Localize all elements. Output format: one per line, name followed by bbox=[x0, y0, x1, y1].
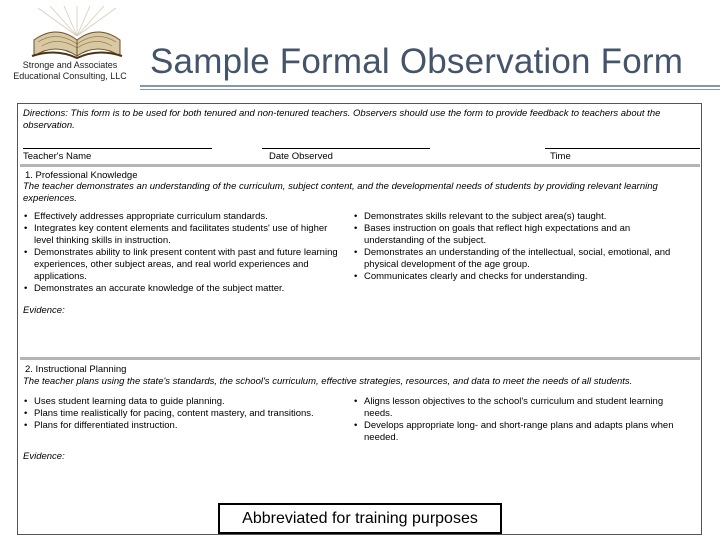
list-item: • Aligns lesson objectives to the school's curriculum and student learning needs. bbox=[354, 396, 664, 419]
time-line[interactable] bbox=[545, 148, 700, 149]
time-label: Time bbox=[550, 151, 571, 162]
section-heading-instructional-planning: 2. Instructional Planning bbox=[25, 364, 127, 375]
section-heading-professional-knowledge: 1. Professional Knowledge bbox=[25, 170, 138, 181]
section-divider bbox=[20, 357, 700, 360]
teacher-name-label: Teacher's Name bbox=[23, 151, 92, 162]
form-border bbox=[17, 103, 702, 535]
evidence-field[interactable]: Evidence: bbox=[23, 305, 65, 316]
section-description: The teacher plans using the state's standards, the school's curriculum, effective strategies, resources, and data to meet the needs of all students. bbox=[23, 376, 633, 387]
open-book-icon bbox=[28, 6, 126, 60]
section-2-left-list bbox=[24, 396, 344, 432]
header-divider-thin bbox=[140, 89, 720, 90]
date-observed-line[interactable] bbox=[262, 148, 430, 149]
page-title: Sample Formal Observation Form bbox=[150, 42, 684, 81]
list-item: • Demonstrates an understanding of the intellectual, social, emotional, and physical development of the age group. bbox=[354, 247, 671, 270]
header-divider bbox=[140, 85, 720, 87]
list-item: • Demonstrates an accurate knowledge of the subject matter. bbox=[24, 283, 285, 294]
list-item: • Demonstrates skills relevant to the subject area(s) taught. bbox=[354, 211, 607, 222]
section-divider bbox=[20, 164, 700, 167]
section-1-right-list bbox=[354, 211, 692, 283]
list-item: • Uses student learning data to guide planning. bbox=[24, 396, 225, 407]
list-item: • Integrates key content elements and facilitates students' use of higher level thinking skills in instruction. bbox=[24, 223, 328, 246]
section-description: The teacher demonstrates an understanding of the curriculum, subject content, and the developmental needs of students by providing relevant learning experiences. bbox=[23, 181, 658, 204]
organization-name: Stronge and Associates Educational Consulting, LLC bbox=[13, 60, 127, 81]
list-item: • Communicates clearly and checks for understanding. bbox=[354, 271, 588, 282]
list-item: • Effectively addresses appropriate curriculum standards. bbox=[24, 211, 268, 222]
evidence-field[interactable]: Evidence: bbox=[23, 451, 65, 462]
list-item: • Develops appropriate long- and short-range plans and adapts plans when needed. bbox=[354, 420, 674, 443]
directions-text: Directions: This form is to be used for both tenured and non-tenured teachers. Observers should use the form to provide feedback to teachers about the observation. bbox=[23, 108, 661, 131]
section-2-right-list bbox=[354, 396, 692, 444]
training-note-box: Abbreviated for training purposes bbox=[218, 503, 502, 534]
list-item: • Plans time realistically for pacing, content mastery, and transitions. bbox=[24, 408, 314, 419]
teacher-name-line[interactable] bbox=[23, 148, 212, 149]
list-item: • Plans for differentiated instruction. bbox=[24, 420, 178, 431]
list-item: • Demonstrates ability to link present content with past and future learning experiences, other subject areas, and real world experiences and applications. bbox=[24, 247, 338, 282]
list-item: • Bases instruction on goals that reflect high expectations and an understanding of the subject. bbox=[354, 223, 631, 246]
section-1-left-list bbox=[24, 211, 344, 295]
date-observed-label: Date Observed bbox=[269, 151, 333, 162]
